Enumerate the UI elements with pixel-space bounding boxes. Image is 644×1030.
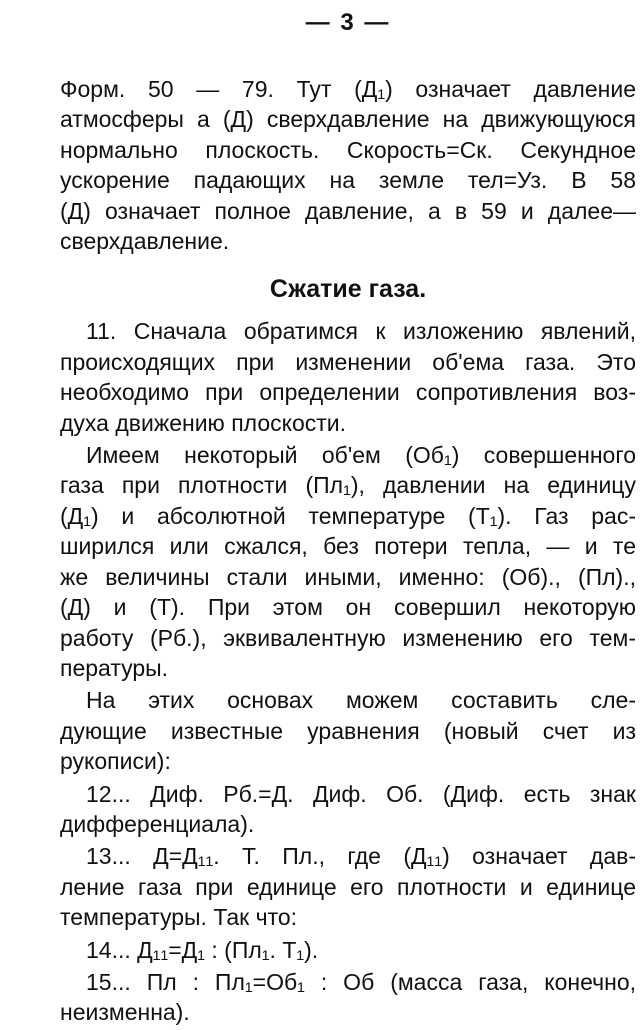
text-line: рукописи):	[60, 748, 171, 775]
text-line: ускорение падающих на земле тел=Уз. В 58	[60, 167, 636, 194]
text-line: атмосферы а (Д) сверхдавление на движующуюся	[60, 106, 636, 133]
text-line: дифференциала).	[60, 810, 255, 837]
equation-13	[60, 841, 636, 932]
text-line: ширился или сжался, без потери тепла, — и те	[60, 533, 636, 560]
text-line: необходимо при определении сопротивления воз-	[60, 379, 636, 406]
text-line: пературы.	[60, 654, 169, 681]
text-line: происходящих при изменении об'ема газа. Это	[60, 348, 636, 375]
text-line: 12... Диф. Рб.=Д. Диф. Об. (Диф. есть знак	[86, 780, 636, 807]
paragraph-basis	[60, 685, 636, 776]
page-number: — 3 —	[305, 9, 391, 36]
equation-12	[60, 779, 636, 840]
text-line: работу (Рб.), эквивалентную изменению его тем-	[60, 624, 636, 651]
text-line: Имеем некоторый об'ем (Об₁) совершенного	[86, 442, 636, 469]
text-line: 14... Д₁₁=Д₁ : (Пл₁. Т₁).	[86, 936, 319, 963]
text-line: неизменна).	[60, 999, 190, 1026]
text-line: же величины стали иными, именно: (Об)., (Пл).,	[60, 563, 636, 590]
text-line: температуры. Так что:	[60, 904, 298, 931]
intro-paragraph	[60, 74, 636, 256]
text-line: Форм. 50 — 79. Тут (Д₁) означает давление	[60, 76, 636, 102]
text-line: (Д₁) и абсолютной температуре (Т₁). Газ рас-	[60, 502, 636, 529]
text-line: ление газа при единице его плотности и единице	[60, 873, 636, 900]
page	[60, 8, 636, 1030]
text-line: 11. Сначала обратимся к изложению явлений,	[86, 318, 636, 345]
text-line: газа при плотности (Пл₁), давлении на единицу	[60, 472, 636, 499]
text-line: 15... Пл : Пл₁=Об₁ : Об (масса газа, конечно,	[86, 968, 636, 995]
text-line: 13... Д=Д₁₁. Т. Пл., где (Д₁₁) означает дав-	[86, 843, 636, 870]
section-title: Сжатие газа.	[269, 275, 427, 304]
equation-14	[60, 935, 636, 965]
text-line: сверхдавление.	[60, 228, 230, 255]
text-line: духа движению плоскости.	[60, 409, 347, 436]
equation-15	[60, 967, 636, 1028]
text-line: нормально плоскость. Скорость=Ск. Секундное	[60, 136, 636, 163]
paragraph-11	[60, 316, 636, 438]
text-line: (Д) и (Т). При этом он совершил некоторую	[60, 594, 636, 621]
text-line: дующие известные уравнения (новый счет из	[60, 717, 636, 744]
text-line: На этих основах можем составить сле-	[86, 687, 636, 714]
paragraph-volume	[60, 440, 636, 683]
text-line: (Д) означает полное давление, а в 59 и далее—	[60, 197, 636, 224]
